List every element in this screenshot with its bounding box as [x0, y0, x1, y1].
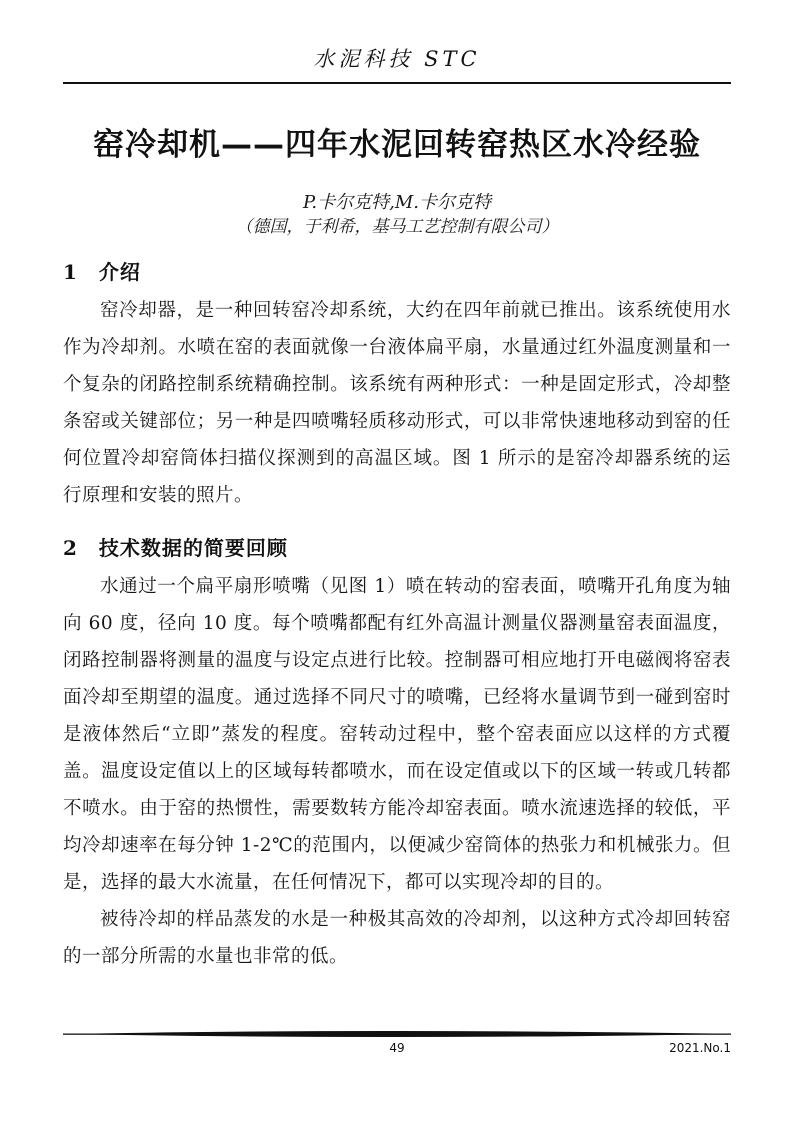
footer-divider-line — [63, 1030, 731, 1039]
article-affiliation: （德国，于利希，基马工艺控制有限公司） — [235, 217, 559, 237]
footer-row — [63, 1040, 731, 1056]
section-2-heading — [63, 535, 731, 562]
section-1-heading — [63, 259, 731, 286]
header-rule — [63, 82, 731, 84]
section-2-paragraph-1: 水通过一个扁平扇形喷嘴（见图 1）喷在转动的窑表面，喷嘴开孔角度为轴向 60 度，径向 10 度。每个喷嘴都配有红外高温计测量仪器测量窑表面温度，闭路控制器将测量的温度与设定点进行比较。控制器可相应地打开电磁阀将窑表面冷却至期望的温度。通过选择不同尺寸的喷嘴，已经将水量调节到一碰到窑时是液体然后“立即”蒸发的程度。窑转动过程中，整个窑表面应以这样的方式覆盖。温度设定值以上的区域每转都喷水，而在设定值或以下的区域一转或几转都不喷水。由于窑的热惯性，需要数转方能冷却窑表面。喷水流速选择的较低，平均冷却速率在每分钟 1-2℃的范围内，以便减少窑筒体的热张力和机械张力。但是，选择的最大水流量，在任何情况下，都可以实现冷却的目的。 — [63, 576, 731, 893]
journal-title: 水泥科技 STC — [313, 47, 481, 71]
section-1-paragraph-1: 窑冷却器，是一种回转窑冷却系统，大约在四年前就已推出。该系统使用水作为冷却剂。水喷在窑的表面就像一台液体扁平扇，水量通过红外温度测量和一个复杂的闭路控制系统精确控制。该系统有两种形式：一种是固定形式，冷却整条窑或关键部位；另一种是四喷嘴轻质移动形式，可以非常快速地移动到窑的任何位置冷却窑筒体扫描仪探测到的高温区域。图 1 所示的是窑冷却器系统的运行原理和安装的照片。 — [63, 300, 731, 506]
section-1-title: 介绍 — [98, 260, 141, 284]
article-authors: P.卡尔克特,M.卡尔克特 — [302, 192, 492, 213]
page-footer — [63, 1030, 731, 1056]
page-number: 49 — [389, 1041, 405, 1055]
article-title: 窑冷却机——四年水泥回转窑热区水冷经验 — [93, 127, 701, 163]
issue-label: 2021.No.1 — [669, 1041, 731, 1055]
section-1-number: 1 — [63, 260, 77, 284]
section-2-paragraph-2: 被待冷却的样品蒸发的水是一种极其高效的冷却剂，以这种方式冷却回转窑的一部分所需的水量也非常的低。 — [63, 909, 731, 967]
section-introduction — [63, 259, 731, 514]
section-technical-data — [63, 535, 731, 975]
section-2-title: 技术数据的简要回顾 — [98, 536, 288, 560]
section-2-number: 2 — [63, 536, 77, 560]
